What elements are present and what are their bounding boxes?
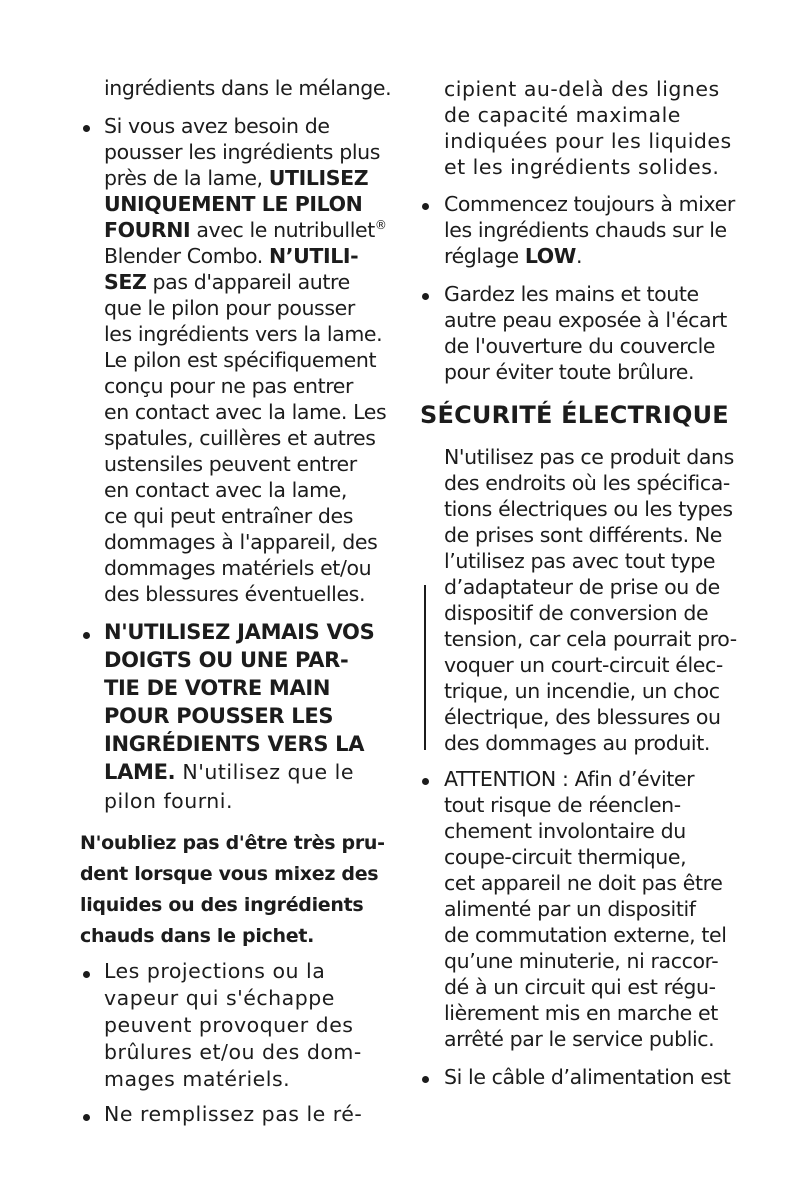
text-line: électrique, des blessures ou <box>444 705 721 729</box>
bullet-dot <box>422 293 429 300</box>
text-line <box>104 166 368 190</box>
text-line <box>104 296 355 320</box>
text-segment: en contact avec la lame. Les <box>104 400 387 424</box>
bold-segment: N’UTILI- <box>269 244 359 268</box>
text-line: tions électriques ou les types <box>444 497 733 521</box>
text-line: de capacité maximale <box>444 103 681 127</box>
text-segment: ustensiles peuvent entrer <box>104 452 357 476</box>
text-line <box>444 244 582 268</box>
bullet-dot <box>83 971 90 978</box>
warning-line: INGRÉDIENTS VERS LA <box>104 732 365 756</box>
text-line: trique, un incendie, un choc <box>444 679 720 703</box>
text-segment: Blender Combo. <box>104 244 269 268</box>
bullet-dot <box>422 778 429 785</box>
text-line: lièrement mis en marche et <box>444 1001 718 1025</box>
bold-segment: SEZ <box>104 270 147 294</box>
bold-segment: FOURNI <box>104 218 191 242</box>
text-line: et les ingrédients solides. <box>444 155 720 179</box>
text-line: qu’une minuterie, ni raccor- <box>444 949 719 973</box>
text-line: cet appareil ne doit pas être <box>444 871 723 895</box>
text-line <box>104 374 353 398</box>
text-line: mages matériels. <box>104 1067 291 1091</box>
bullet-dot <box>83 632 90 639</box>
text-line: ATTENTION : Afin d’éviter <box>444 767 695 791</box>
text-line: indiquées pour les liquides <box>444 129 732 153</box>
text-line: des dommages au produit. <box>444 731 710 755</box>
bullet-dot <box>83 125 90 132</box>
text-line: N'utilisez pas ce produit dans <box>444 445 734 469</box>
text-line <box>104 270 350 294</box>
text-line: alimenté par un dispositif <box>444 897 696 921</box>
text-line <box>104 452 357 476</box>
text-line: coupe-circuit thermique, <box>444 845 687 869</box>
text-line <box>104 530 377 554</box>
text-line: de prises sont différents. Ne <box>444 523 722 547</box>
text-segment: dommages matériels et/ou <box>104 556 372 580</box>
bullet-dot <box>83 1114 90 1121</box>
text-line: l’utilisez pas avec tout type <box>444 549 716 573</box>
text-segment: en contact avec la lame, <box>104 478 347 502</box>
text-line: Les projections ou la <box>104 959 326 983</box>
text-line: vapeur qui s'échappe <box>104 986 335 1010</box>
warning-text: N'utilisez que le <box>175 760 354 784</box>
section-heading: SÉCURITÉ ÉLECTRIQUE <box>420 401 729 429</box>
low-setting-label: LOW <box>524 244 576 268</box>
text-line: dispositif de conversion de <box>444 601 709 625</box>
text-segment: Le pilon est spécifiquement <box>104 348 377 372</box>
text-line: pour éviter toute brûlure. <box>444 360 695 384</box>
text-line: Gardez les mains et toute <box>444 282 699 306</box>
text-segment: avec le nutribullet <box>190 218 375 242</box>
bold-segment: UNIQUEMENT LE PILON <box>104 192 363 216</box>
text-line: de commutation externe, tel <box>444 923 727 947</box>
text-line <box>104 244 358 268</box>
text-segment: pas d'appareil autre <box>146 270 350 294</box>
change-bar <box>424 585 426 750</box>
warning-line: N'UTILISEZ JAMAIS VOS <box>104 620 375 644</box>
text-line: tout risque de réenclen- <box>444 793 681 817</box>
text-segment: ® <box>374 218 387 233</box>
text-line: Si le câble d’alimentation est <box>444 1065 731 1089</box>
text-segment: pousser les ingrédients plus <box>104 140 380 164</box>
text-line: ingrédients dans le mélange. <box>104 76 392 100</box>
text-segment: dommages à l'appareil, des <box>104 530 378 554</box>
text-line: chement involontaire du <box>444 819 686 843</box>
text-segment: . <box>575 244 583 268</box>
text-line: les ingrédients chauds sur le <box>444 218 727 242</box>
text-line: de l'ouverture du couvercle <box>444 334 716 358</box>
text-segment: spatules, cuillères et autres <box>104 426 376 450</box>
warning-line: POUR POUSSER LES <box>104 704 334 728</box>
text-line <box>104 192 362 216</box>
text-line: voquer un court-circuit élec- <box>444 653 723 677</box>
text-line <box>104 478 347 502</box>
text-segment: les ingrédients vers la lame. <box>104 322 383 346</box>
text-line <box>104 426 376 450</box>
text-line: arrêté par le service public. <box>444 1027 715 1051</box>
hot-note-line: dent lorsque vous mixez des <box>80 863 379 885</box>
hot-note-line: N'oubliez pas d'être très pru- <box>80 832 385 854</box>
text-line <box>104 348 376 372</box>
text-line <box>104 140 380 164</box>
warning-line: pilon fourni. <box>104 789 233 813</box>
text-segment: que le pilon pour pousser <box>104 296 355 320</box>
text-segment: Si vous avez besoin de <box>104 114 330 138</box>
text-line <box>104 114 330 138</box>
text-line: autre peau exposée à l'écart <box>444 308 727 332</box>
text-line <box>104 322 382 346</box>
warning-line <box>104 760 354 784</box>
text-segment: conçu pour ne pas entrer <box>104 374 354 398</box>
text-line <box>104 582 365 606</box>
text-segment: ce qui peut entraîner des <box>104 504 353 528</box>
hot-note-line: chauds dans le pichet. <box>80 925 315 947</box>
text-line: dé à un circuit qui est régu- <box>444 975 716 999</box>
text-line <box>104 400 386 424</box>
text-line: brûlures et/ou des dom- <box>104 1040 362 1064</box>
text-segment: près de la lame, <box>104 166 269 190</box>
text-line: Ne remplissez pas le ré- <box>104 1102 363 1126</box>
warning-line: DOIGTS OU UNE PAR- <box>104 648 349 672</box>
hot-note-line: liquides ou des ingrédients <box>80 894 364 916</box>
text-line: cipient au-delà des lignes <box>444 77 720 101</box>
text-line <box>104 218 387 242</box>
bullet-dot <box>422 203 429 210</box>
bullet-dot <box>422 1076 429 1083</box>
text-line <box>104 556 371 580</box>
text-line: d’adaptateur de prise ou de <box>444 575 720 599</box>
text-segment: réglage <box>444 244 525 268</box>
text-line <box>104 504 353 528</box>
text-line: tension, car cela pourrait pro- <box>444 627 737 651</box>
text-line: peuvent provoquer des <box>104 1013 354 1037</box>
text-line: des endroits où les spécifica- <box>444 471 730 495</box>
warning-bold: LAME. <box>104 760 176 784</box>
text-segment: des blessures éventuelles. <box>104 582 366 606</box>
bold-segment: UTILISEZ <box>268 166 369 190</box>
text-line: Commencez toujours à mixer <box>444 192 735 216</box>
warning-line: TIE DE VOTRE MAIN <box>104 676 331 700</box>
